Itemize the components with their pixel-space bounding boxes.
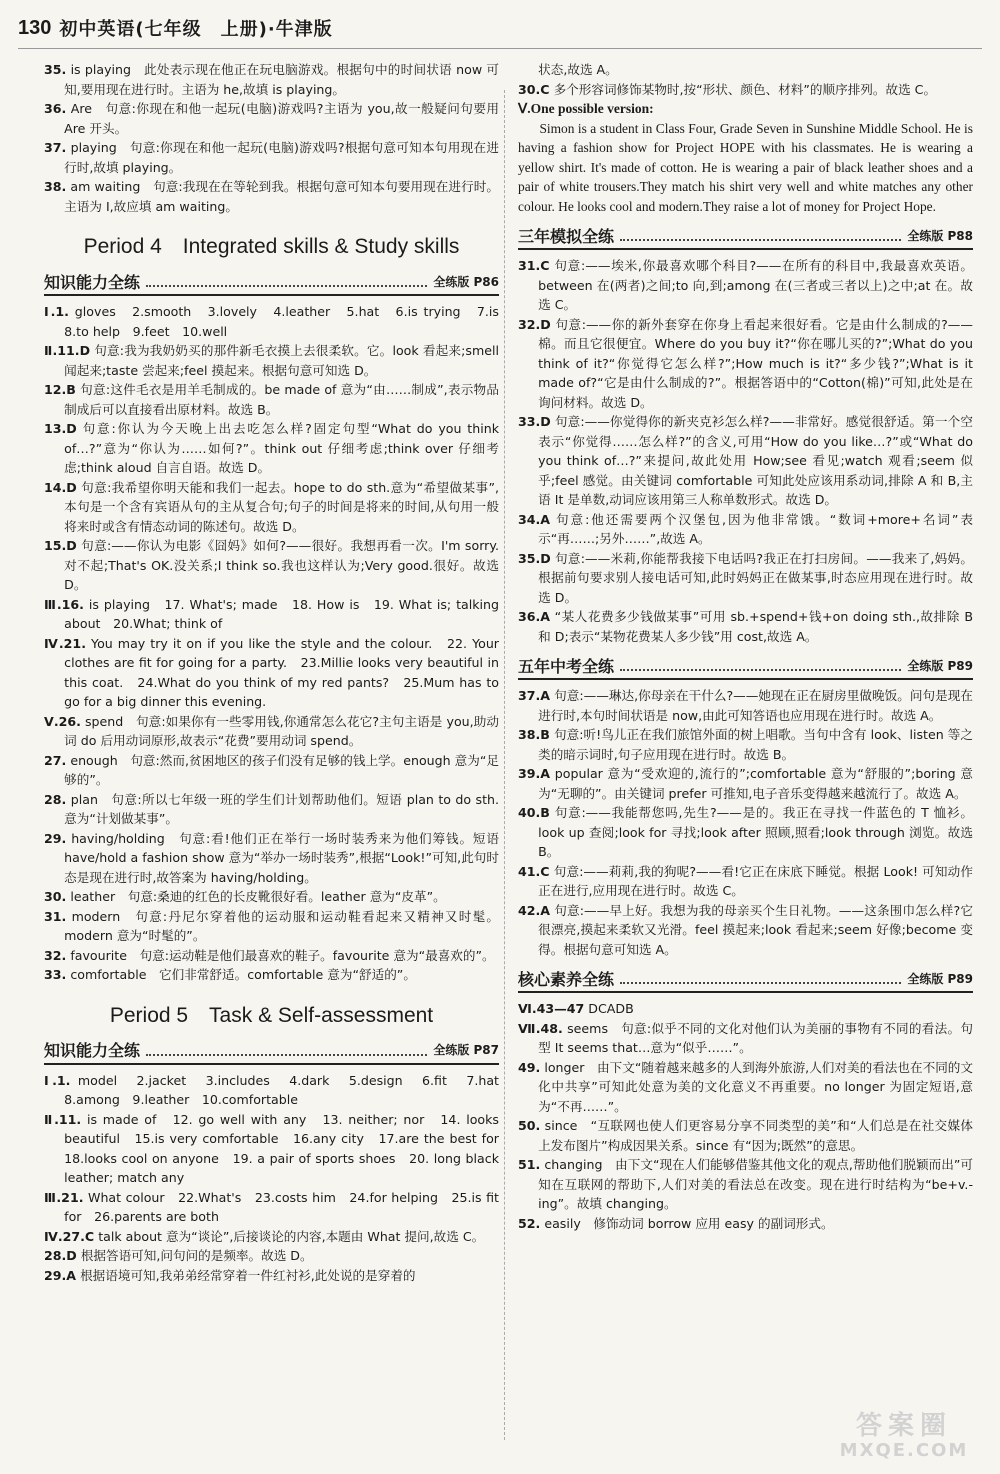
answer-text: 句意:这件毛衣是用羊毛制成的。be made of 意为“由……制成”,表示物品制成后可以直接看出原材料。故选 B。 xyxy=(64,382,499,417)
answer-number: 39.A xyxy=(518,766,551,781)
answer-number: 36. xyxy=(44,101,67,116)
answer-text: 句意:听!鸟儿正在我们旅馆外面的树上唱歌。当句中含有 look、listen 等之类的暗示词时,句子应用现在进行时。故选 B。 xyxy=(538,727,973,762)
answer-text: 句意:我为我奶奶买的那件新毛衣摸上去很柔软。它。look 看起来;smell 闻起来;taste 尝起来;feel 摸起来。根据句意可知选 D。 xyxy=(64,343,499,378)
section-title: 核心素养全练 xyxy=(518,969,615,989)
section-page-ref: 全练版 P88 xyxy=(907,228,973,243)
answer-number: 32. xyxy=(44,947,67,963)
page-number: 130 xyxy=(18,16,52,39)
answer-text: popular 意为“受欢迎的,流行的”;comfortable 意为“舒服的”;boring 意为“无聊的”。由关键词 prefer 可推知,电子音乐变得越来越流行了。故选 A。 xyxy=(538,766,973,801)
answer-entry xyxy=(518,549,973,608)
answer-number: 33. xyxy=(44,967,67,982)
answer-number: 33.D xyxy=(518,414,551,429)
answer-entry xyxy=(44,99,499,138)
answer-text: 句意:我希望你明天能和我们一起去。hope to do sth.意为“希望做某事”,本句是一个含有宾语从句的主从复合句;句子的时间是将来的时间,从句用一般将来时或含有情态动词的陈述句。故选 D。 xyxy=(64,479,499,534)
answer-entry xyxy=(518,803,973,862)
answer-text: plan 句意:所以七年级一班的学生们计划帮助他们。短语 plan to do sth.意为“计划做某事”。 xyxy=(64,791,499,826)
section-title: 五年中考全练 xyxy=(518,656,615,676)
answer-number: 30. xyxy=(44,889,67,904)
section-heading xyxy=(518,965,973,993)
answer-text: 句意:——早上好。我想为我的母亲买个生日礼物。——这条围巾怎么样?它很漂亮,摸起来柔软又光滑。feel 摸起来;look 看起来;seem 好像;become 变得。根据句意可知选 A。 xyxy=(538,902,973,957)
section-heading xyxy=(44,1037,499,1065)
answer-number: 35.D xyxy=(518,550,551,566)
answer-entry xyxy=(44,595,499,634)
answer-number: 42.A xyxy=(518,902,551,918)
section-title: 知识能力全练 xyxy=(44,272,141,292)
answer-number: 35. xyxy=(44,62,67,77)
section-title: 三年模拟全练 xyxy=(518,226,615,246)
answer-text: 句意:——我能帮您吗,先生?——是的。我正在寻找一件蓝色的 T 恤衫。look up 查阅;look for 寻找;look after 照顾,照看;look through 浏览。故选 B。 xyxy=(538,805,973,859)
answer-entry xyxy=(44,751,499,790)
answer-entry xyxy=(518,80,973,100)
right-column xyxy=(518,60,973,1460)
answer-text: longer 由下文“随着越来越多的人到海外旅游,人们对美的看法也在不同的文化中共享”可知此处意为美的文化意义不再重要。no longer 为固定短语,意为“不再……”。 xyxy=(538,1059,973,1114)
answer-entry xyxy=(44,1266,499,1286)
answer-text: changing 由下文“现在人们能够借鉴其他文化的观点,帮助他们脱颖而出”可知在互联网的帮助下,人们对美的看法总在改变。现在进行时结构为“be+v.-ing”。故填 changing。 xyxy=(538,1157,973,1211)
answer-number: 38.B xyxy=(518,727,550,742)
answer-entry xyxy=(44,1227,499,1247)
answer-number: Ⅱ.11.D xyxy=(44,343,91,358)
answer-number: 28. xyxy=(44,791,67,807)
section-dots xyxy=(620,981,901,984)
answer-number: Ⅴ.26. xyxy=(44,713,81,729)
watermark xyxy=(824,1408,984,1464)
answer-number: 13.D xyxy=(44,421,77,436)
answer-entry xyxy=(518,1116,973,1155)
answer-number: Ⅱ.11. xyxy=(44,1111,82,1127)
answer-entry xyxy=(44,177,499,216)
answer-number: Ⅳ.27.C xyxy=(44,1228,95,1244)
answer-entry xyxy=(518,1058,973,1117)
answer-number: Ⅳ.21. xyxy=(44,635,86,651)
answer-text: 句意:——你的新外套穿在你身上看起来很好看。它是由什么制成的?——棉。而且它很便宜。Where do you buy it?“你在哪儿买的?”;What do you think of it?“你觉得它怎么样?”;How much is it?“多少钱?”;What is it made of?“它是由什么制成的?”。根据答语中的“Cotton(棉)”可知,此处是在询问材料。故选 D。 xyxy=(538,316,973,410)
answer-text: comfortable 它们非常舒适。comfortable 意为“舒适的”。 xyxy=(70,967,416,982)
answer-text: 句意:你认为今天晚上出去吃怎么样?固定句型“What do you think of…?”意为“你认为……如何?”。think out 仔细考虑;think over 仔细考虑;think aloud 自言自语。故选 D。 xyxy=(64,421,499,475)
left-column xyxy=(44,60,512,1460)
answer-entry xyxy=(44,907,499,946)
answer-entry xyxy=(518,315,973,413)
answer-entry xyxy=(44,887,499,907)
period-title: Period 4 Integrated skills & Study skills xyxy=(83,235,460,258)
answer-text: model 2.jacket 3.includes 4.dark 5.design 6.fit 7.hat 8.among 9.leather 10.comfortable xyxy=(64,1072,512,1107)
answer-entry xyxy=(44,536,499,595)
answer-number: 27. xyxy=(44,752,67,768)
answer-entry xyxy=(518,1214,973,1234)
answer-text: is playing 17. What's; made 18. How is 19. What is; talking about 20.What; think of xyxy=(64,596,499,631)
answer-text: easily 修饰动词 borrow 应用 easy 的副词形式。 xyxy=(544,1215,834,1231)
answer-entry xyxy=(518,862,973,901)
answer-number: Ⅰ.1. xyxy=(44,1072,71,1088)
section-heading xyxy=(44,268,499,296)
answer-number: 49. xyxy=(518,1059,541,1075)
answer-number: 15.D xyxy=(44,538,77,553)
section-page-ref: 全练版 P89 xyxy=(907,658,973,673)
answer-entry xyxy=(44,1071,512,1110)
answer-text: is made of 12. go well with any 13. neither; nor 14. looks beautiful 15.is very comfortable 16.any city 17.are the best for 18.looks cool on anyone 19. a pair of sports shoes 20. long black leather; match any xyxy=(64,1111,512,1185)
answer-entry xyxy=(44,380,499,419)
answer-entry xyxy=(518,686,973,725)
answer-entry xyxy=(44,302,512,341)
answer-number: 31. xyxy=(44,908,67,924)
section-heading xyxy=(518,222,973,250)
answer-entry xyxy=(518,607,973,646)
answer-text: What colour 22.What's 23.costs him 24.for helping 25.is fit for 26.parents are both xyxy=(64,1189,499,1224)
answer-number: 37. xyxy=(44,140,67,155)
answer-text: 句意:——米莉,你能帮我接下电话吗?我正在打扫房间。——我来了,妈妈。根据前句要求别人接电话可知,此时妈妈正在做某事,时态应用现在进行时。故选 D。 xyxy=(538,550,973,605)
answer-text: spend 句意:如果你有一些零用钱,你通常怎么花它?主句主语是 you,助动词 do 后用动词原形,故表示“花费”要用动词 spend。 xyxy=(64,713,499,748)
answer-entry xyxy=(44,60,499,99)
answer-entry xyxy=(44,478,499,537)
answer-entry xyxy=(518,1019,973,1058)
answer-text: playing 句意:你现在和他一起玩(电脑)游戏吗?根据句意可知本句用现在进行时,故填 playing。 xyxy=(64,140,499,175)
answer-number: 38. xyxy=(44,179,67,194)
book-title: 初中英语(七年级 上册)·牛津版 xyxy=(59,19,333,40)
answer-entry xyxy=(44,790,499,829)
answer-number: Ⅶ.48. xyxy=(518,1020,563,1036)
answer-text: DCADB xyxy=(588,1001,634,1016)
answer-number: 28.D xyxy=(44,1248,77,1263)
answer-text: 句意:他还需要两个汉堡包,因为他非常饿。“数词+more+名词”表示“再……;另外……”,故选 A。 xyxy=(538,511,973,546)
answer-entry xyxy=(518,725,973,764)
watermark-top: 答案圈 xyxy=(855,1411,952,1441)
answer-number: 41.C xyxy=(518,863,550,879)
answer-number: 31.C xyxy=(518,258,550,273)
answer-text: gloves 2.smooth 3.lovely 4.leather 5.hat 6.is trying 7.is 8.to help 9.feet 10.well xyxy=(64,304,512,339)
answer-text: leather 句意:桑迪的红色的长皮靴很好看。leather 意为“皮革”。 xyxy=(70,889,446,904)
answer-number: 36.A xyxy=(518,609,551,624)
answer-entry xyxy=(44,634,499,712)
answer-number: Ⅲ.16. xyxy=(44,596,84,612)
answer-text: modern 句意:丹尼尔穿着他的运动服和运动鞋看起来又精神又时髦。modern 意为“时髦的”。 xyxy=(64,908,499,943)
answer-text: 根据答语可知,问句问的是频率。故选 D。 xyxy=(80,1248,313,1263)
answer-entry xyxy=(44,965,499,985)
answer-number: Ⅲ.21. xyxy=(44,1189,84,1205)
answer-text: 句意:——你觉得你的新夹克衫怎么样?——非常好。感觉很舒适。第一个空表示“你觉得……怎么样?”的含义,可用“How do you like…?”或“What do you think of…?”来提问,故此处用 How;see 看见;watch 观看;seem 似乎;feel 感觉。由关键词 comfortable 可知此处应该用系动词,排除 A 和 B,主语 It 是单数,动词应该用第三人称单数形式。故选 D。 xyxy=(538,414,973,507)
answer-entry xyxy=(518,1155,973,1214)
answer-entry xyxy=(518,256,973,315)
answer-entry xyxy=(518,510,973,549)
answer-entry xyxy=(44,946,499,966)
answer-text: “某人花费多少钱做某事”可用 sb.+spend+钱+on doing sth.,故排除 B 和 D;表示“某物花费某人多少钱”用 cost,故选 A。 xyxy=(538,609,973,644)
answer-number: 34.A xyxy=(518,511,551,527)
answer-number: Ⅵ.43—47 xyxy=(518,1001,585,1016)
column-divider xyxy=(504,90,505,1440)
answer-text: 根据语境可知,我弟弟经常穿着一件红衬衫,此处说的是穿着的 xyxy=(80,1267,416,1283)
answer-entry xyxy=(518,412,973,510)
section-dots xyxy=(146,284,427,287)
answer-number: 37.A xyxy=(518,688,551,703)
answer-text: Are 句意:你现在和他一起玩(电脑)游戏吗?主语为 you,故一般疑问句要用 Are 开头。 xyxy=(64,101,499,136)
answer-text: 句意:——琳达,你母亲在干什么?——她现在正在厨房里做晚饭。问句是现在进行时,本句时间状语是 now,由此可知答语也应用现在进行时。故选 A。 xyxy=(538,688,973,723)
answer-number: 29.A xyxy=(44,1267,77,1283)
answer-text: talk about 意为“谈论”,后接谈论的内容,本题由 What 提问,故选 C。 xyxy=(98,1228,485,1244)
answer-text: 句意:——莉莉,我的狗呢?——看!它正在床底下睡觉。根据 Look! 可知动作正在进行,应用现在进行时。故选 C。 xyxy=(538,863,973,898)
answer-entry xyxy=(518,999,973,1019)
answer-entry xyxy=(518,901,973,960)
answer-text: favourite 句意:运动鞋是他们最喜欢的鞋子。favourite 意为“最喜欢的”。 xyxy=(70,947,495,963)
answer-entry xyxy=(44,1110,512,1188)
header-rule xyxy=(18,48,982,49)
section-title: 知识能力全练 xyxy=(44,1041,141,1060)
version-heading: Ⅴ.One possible version: xyxy=(518,101,654,116)
answer-number: Ⅰ.1. xyxy=(44,304,69,319)
section-dots xyxy=(146,1053,427,1056)
answer-entry xyxy=(44,1246,499,1266)
answer-number: 14.D xyxy=(44,479,77,495)
answer-text: is playing 此处表示现在他正在玩电脑游戏。根据句中的时间状语 now 可知,要用现在进行时。主语为 he,故填 is playing。 xyxy=(64,62,499,97)
answer-text: since “互联网也使人们更容易分享不同类型的美”和“人们总是在社交媒体上发布图片”构成因果关系。since 有“因为;既然”的意思。 xyxy=(538,1118,973,1153)
period-title: Period 5 Task & Self-assessment xyxy=(109,1003,434,1027)
answer-number: 12.B xyxy=(44,382,76,397)
page-header xyxy=(18,8,982,48)
answer-text: 句意:——你认为电影《囧妈》如何?——很好。我想再看一次。I'm sorry.对不起;That's OK.没关系;I think so.我也这样认为;Very good.很好。故选 D。 xyxy=(64,538,499,592)
watermark-bottom: MXQE.COM xyxy=(839,1440,969,1461)
answer-number: 51. xyxy=(518,1157,541,1172)
answer-text: You may try it on if you like the style and the colour. 22. Your clothes are fit for going for a party. 23.Millie looks very beautiful in this coat. 24.What do you think of my red pants? 25.Mum has to go for a big dinner this evening. xyxy=(64,635,499,709)
answer-number: 40.B xyxy=(518,805,550,820)
sample-essay: Simon is a student in Class Four, Grade Seven in Sunshine Middle School. He is having a fashion show for Project HOPE with his classmates. He is wearing a yellow shirt. It's made of cotton. He is wearing a pair of black leather shoes and a pair of white trousers.They match his shirt very well and white matches any other colour. He looks cool and modern.They raise a lot of money for Project Hope. xyxy=(518,120,973,214)
answer-number: 50. xyxy=(518,1118,541,1133)
answer-text: having/holding 句意:看!他们正在举行一场时装秀来为他们筹钱。短语 have/hold a fashion show 意为“举办一场时装秀”,根据“Look!”可知,此句时态是现在进行时,故答案为 having/holding。 xyxy=(64,830,499,885)
section-heading xyxy=(518,652,973,680)
answer-entry xyxy=(44,1188,499,1227)
answer-text: seems 句意:似乎不同的文化对他们认为美丽的事物有不同的看法。句型 It seems that…意为“似乎……”。 xyxy=(538,1020,973,1055)
answer-text: enough 句意:然而,贫困地区的孩子们没有足够的钱上学。enough 意为“足够的”。 xyxy=(64,752,499,787)
answer-entry xyxy=(44,829,499,888)
section-page-ref: 全练版 P87 xyxy=(433,1043,499,1057)
section-page-ref: 全练版 P86 xyxy=(433,274,499,289)
answer-entry xyxy=(44,712,499,751)
answer-entry xyxy=(44,138,499,177)
answer-text: am waiting 句意:我现在在等轮到我。根据句意可知本句要用现在进行时。主语为 I,故应填 am waiting。 xyxy=(64,179,499,214)
answer-text: 句意:——埃米,你最喜欢哪个科目?——在所有的科目中,我最喜欢英语。between 在(两者)之间;to 向,到;among 在(三者或三者以上)之中;at 在。故选 C。 xyxy=(538,258,973,312)
answer-entry xyxy=(518,764,973,803)
answer-number: 29. xyxy=(44,830,67,846)
answer-number: 52. xyxy=(518,1215,541,1231)
section-dots xyxy=(620,238,901,241)
answer-number: 30.C xyxy=(518,81,550,97)
answer-number: 32.D xyxy=(518,316,551,332)
answer-text: 多个形容词修饰某物时,按“形状、颜色、材料”的顺序排列。故选 C。 xyxy=(553,81,937,97)
section-page-ref: 全练版 P89 xyxy=(907,971,973,986)
section-dots xyxy=(620,668,901,671)
answer-entry xyxy=(44,419,499,478)
answer-continuation: 状态,故选 A。 xyxy=(538,62,618,77)
answer-entry xyxy=(44,341,499,380)
